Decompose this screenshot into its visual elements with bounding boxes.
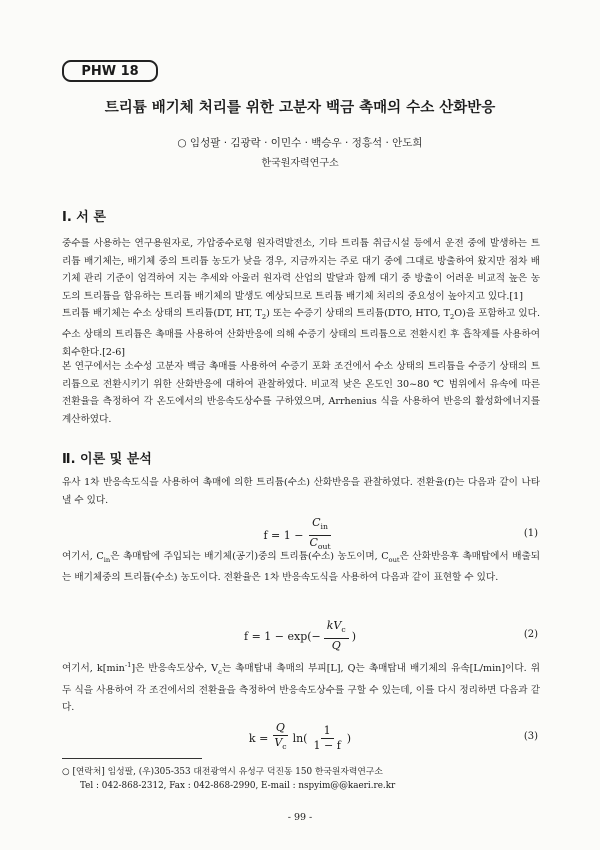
equation-2-number: (2) [523, 629, 538, 640]
author-list: ○ 임성팔 · 김광락 · 이민수 · 백승우 · 정흥석 · 안도희 [177, 137, 423, 149]
paper-title: 트리튬 배기체 처리를 위한 고분자 백금 촉매의 수소 산화반응 [104, 100, 496, 116]
section-heading-intro: Ⅰ. 서 론 [62, 210, 106, 225]
equation-1: f = 1 − $\frac{C_{in}}{C_{out}}$ (1) [263, 516, 538, 551]
footnote-contact: ○ [연락처] 임성팔, (우)305-353 대전광역시 유성구 덕진동 150 한국원자력연구소 [62, 767, 383, 777]
footnote-phone-email: Tel : 042-868-2312, Fax : 042-868-2990, E-mail : nspyim@@kaeri.re.kr [80, 781, 396, 791]
intro-paragraph-2: 트리튬 배기체는 수소 상태의 트리튬(DT, HT, $T_2$) 또는 수증기 상태의 트리튬(DTO, HTO, $T_2O$)을 포함하고 있다. 수소 상태의 트리튬은 촉매를 사용하여 산화반응에 의해 수증기 상태의 트리튬으로 전환시킨 후 흡착제를 사용하여 회수한다.[2-6] [62, 308, 541, 358]
intro-paragraph-3: 본 연구에서는 소수성 고분자 백금 촉매를 사용하여 수증기 포화 조건에서 수소 상태의 트리튬을 수증기 상태의 트리튬으로 전환시키기 위한 산화반응에 대하여 관찰하였다. 비교적 낮은 온도인 30~80 ℃ 범위에서 유속에 따른 전환율을 측정하여 각 온도에서의 반응속도상수를 구하였으며, Arrhenius 식을 사용하여 반응의 활성화에너지를 계산하였다. [62, 361, 540, 425]
theory-paragraph-2: 여기서, $C_{in}$은 촉매탑에 주입되는 배기체(공기)중의 트리튬(수소) 농도이며, $C_{out}$은 산화반응후 촉매탑에서 배출되는 배기체중의 트리튬(수소) 농도이다. 전환율은 1차 반응속도식을 사용하여 다음과 같이 표현할 수 있다. [62, 551, 540, 584]
footnote-divider [62, 758, 202, 759]
page-number: - 99 - [287, 812, 313, 823]
affiliation: 한국원자력연구소 [261, 158, 339, 169]
equation-3: k = $\frac{Q}{V_c}$ ln( $\frac{1}{1 - f}$ ) (3) [248, 721, 538, 752]
intro-paragraph-1: 중수를 사용하는 연구용원자로, 가압중수로형 원자력발전소, 기타 트리튬 취급시설 등에서 운전 중에 발생하는 트리튬 배기체는, 배기체 중의 트리튬 농도가 낮을 경우, 지금까지는 주로 대기 중에 그대로 방출하여 왔지만 점차 배기체 관리 기준이 엄격하여 지는 추세와 아울러 원자력 산업의 발달과 함께 대기 중 방출이 어려운 비교적 높은 농도의 트리튬을 함유하는 트리튬 배기체의 발생도 예상되므로 트리튬 배기체 처리의 중요성이 높아지고 있다.[1] [62, 238, 540, 302]
equation-3-number: (3) [523, 731, 538, 742]
session-tag: PHW 18 [62, 60, 158, 82]
section-heading-theory: Ⅱ. 이론 및 분석 [62, 452, 152, 467]
theory-paragraph-1: 유사 1차 반응속도식을 사용하여 촉매에 의한 트리튬(수소) 산화반응을 관찰하였다. 전환율(f)는 다음과 같이 나타낼 수 있다. [62, 477, 540, 506]
equation-1-number: (1) [523, 528, 538, 539]
theory-paragraph-3: 여기서, $k[\min^{-1}]$은 반응속도상수, $V_c$는 촉매탑내 촉매의 부피[L], Q는 촉매탑내 배기체의 유속[L/min]이다. 위 두 식을 사용하여 각 조건에서의 전환율을 측정하여 반응속도상수를 구할 수 있는데, 이를 다시 정리하면 다음과 같다. [62, 661, 540, 714]
equation-2: f = 1 − exp(− $\frac{kV_c}{Q}$ ) (2) [244, 619, 538, 652]
